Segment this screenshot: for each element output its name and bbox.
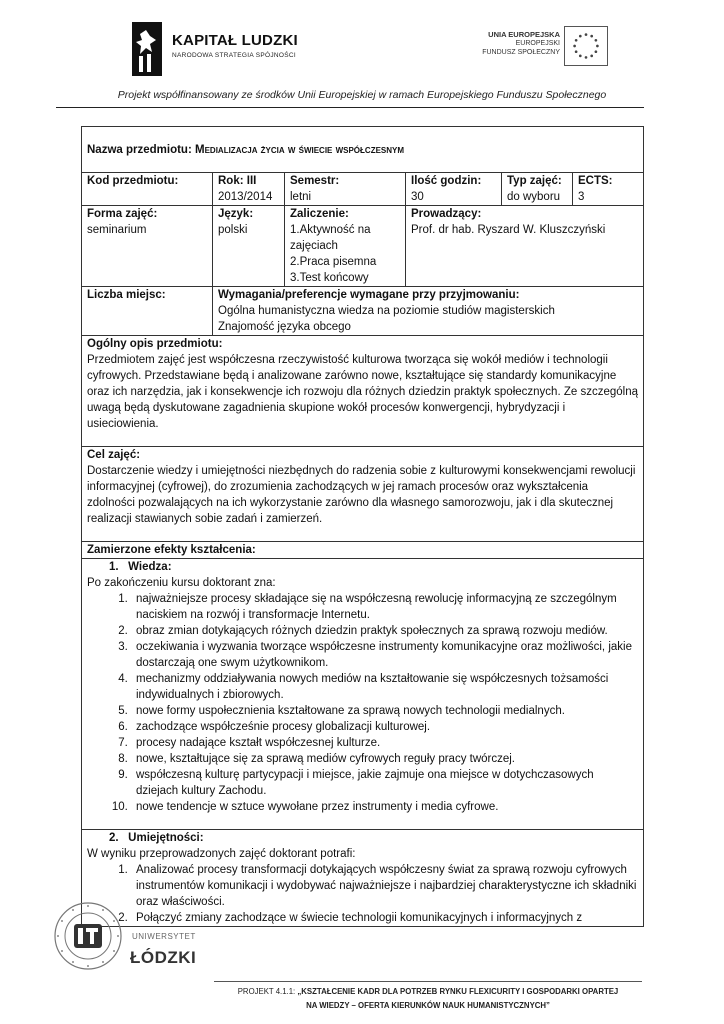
knowledge-row [82, 559, 644, 830]
credit-item: 3.Test końcowy [290, 272, 369, 284]
list-item: 10. nowe tendencje w sztuce wywołane przez instrumenty i media cyfrowe. [131, 799, 638, 815]
project-footer-line-2 [214, 999, 642, 1013]
form-cell [82, 206, 213, 287]
footer-divider [214, 981, 642, 982]
course-meta-row [82, 173, 644, 206]
places-label: Liczba miejsc: [87, 289, 166, 301]
year-label: Rok: III [218, 175, 257, 187]
places-row [82, 287, 644, 336]
course-form-row [82, 206, 644, 287]
year-cell [213, 173, 285, 206]
hours-label: Ilość godzin: [411, 175, 482, 187]
ects-value: 3 [578, 191, 585, 203]
class-type-label: Typ zajęć: [507, 175, 562, 187]
eu-line-1: UNIA EUROPEJSKA [488, 30, 560, 39]
knowledge-intro: Po zakończeniu kursu doktorant zna: [87, 577, 276, 589]
knowledge-heading: 1. Wiedza: [109, 561, 172, 573]
eu-line-2: EUROPEJSKI [515, 40, 560, 47]
lecturer-value: Prof. dr hab. Ryszard W. Kluszczyński [411, 224, 606, 236]
credit-item: 2.Praca pisemna [290, 256, 377, 268]
goal-text: Dostarczenie wiedzy i umiejętności niezbędnych do radzenia sobie z kulturowymi konsekwencjami rewolucji informacyjnej (cyfrowej), do zrozumienia zachodzących w jej ramach procesów oraz wykształcenia zdolności pozwalających na ich wykorzystanie zarówno dla własnego samorozwoju, jak i dla skutecznej realizacji stawianych sobie zadań i zamierzeń. [87, 465, 636, 525]
kapital-ludzki-mark-icon [128, 20, 164, 78]
project-footer-line-1 [214, 985, 642, 999]
description-row [82, 336, 644, 447]
language-label: Język: [218, 208, 254, 220]
hours-value: 30 [411, 191, 424, 203]
credit-item: 1.Aktywność na zajęciach [290, 224, 371, 252]
project-title-part-1: „KSZTAŁCENIE KADR DLA POTRZEB RYNKU FLEXICURITY I GOSPODARKI OPARTEJ [297, 987, 619, 996]
description-text: Przedmiotem zajęć jest współczesna rzeczywistość kulturowa tworząca się wokół mediów i technologii cyfrowych. Przedstawiane będą i analizowane zarówno nowe, kształtujące się standardy komunikacyjne oraz ich narzędzia, jak i konsekwencje ich rozwoju dla różnych dziedzin praktyk społecznych. Ze szczególną uwagą będą dyskutowane zagadnienia skupione wokół procesów konwergencji, hybrydyzacji i usieciowienia. [87, 354, 638, 430]
cofinancing-tagline: Projekt współfinansowany ze środków Unii Europejskiej w ramach Europejskiego Funduszu Społecznego [117, 89, 607, 101]
eu-flag-icon [564, 26, 608, 66]
language-cell [213, 206, 285, 287]
places-cell [82, 287, 213, 336]
course-name-value: Medializacja życia w świecie współczesnym [195, 143, 405, 156]
list-item: 5. nowe formy uspołecznienia kształtowane za sprawą nowych technologii medialnych. [131, 703, 638, 719]
kapital-ludzki-title: KAPITAŁ LUDZKI [172, 32, 298, 49]
credit-cell [285, 206, 406, 287]
eu-line-3: FUNDUSZ SPOŁECZNY [482, 49, 560, 56]
course-code-label: Kod przedmiotu: [87, 175, 179, 187]
year-value: 2013/2014 [218, 191, 273, 203]
knowledge-list [87, 591, 638, 815]
list-item: 9. współczesną kulturę partycypacji i miejsce, jakie zajmuje ona miejsce w dotychczasowych dziejach kultury Zachodu. [131, 767, 638, 799]
list-item: 1. Analizować procesy transformacji dotykających współczesny świat za sprawą rozwoju cyfrowych instrumentów komunikacji i wydobywać najważniejsze i najbardziej charakterystyczne ich składniki oraz właściwości. [131, 862, 638, 910]
list-item: 4. mechanizmy oddziaływania nowych mediów na kształtowanie się współczesnych tożsamości indywidualnych i zbiorowych. [131, 671, 638, 703]
project-footer [214, 985, 642, 1013]
form-label: Forma zajęć: [87, 208, 158, 220]
knowledge-cell [82, 559, 644, 830]
list-item: 7. procesy nadające kształt współczesnej kulturze. [131, 735, 638, 751]
requirements-label: Wymagania/preferencje wymagane przy przyjmowaniu: [218, 289, 520, 301]
list-item: 3. oczekiwania i wyzwania tworzące współczesne instrumenty komunikacyjne oraz możliwości, jakie dostarczają one swym użytkownikom. [131, 639, 638, 671]
eu-logo [470, 26, 610, 70]
hours-cell [406, 173, 502, 206]
course-code-cell [82, 173, 213, 206]
list-item: 2. Połączyć zmiany zachodzące w świecie technologii komunikacyjnych i informacyjnych z [131, 910, 638, 926]
ects-cell [573, 173, 644, 206]
outcomes-label: Zamierzone efekty kształcenia: [87, 544, 256, 556]
outcomes-heading-cell [82, 542, 644, 559]
class-type-value: do wyboru [507, 191, 561, 203]
credit-label: Zaliczenie: [290, 208, 349, 220]
goal-cell [82, 447, 644, 542]
semester-value: letni [290, 191, 312, 203]
course-name-row [82, 127, 644, 173]
lecturer-label: Prowadzący: [411, 208, 482, 220]
goal-row [82, 447, 644, 542]
course-name-cell [82, 127, 644, 173]
ects-label: ECTS: [578, 175, 613, 187]
list-item: 8. nowe, kształtujące się za sprawą mediów cyfrowych reguły pracy twórczej. [131, 751, 638, 767]
lecturer-cell [406, 206, 644, 287]
requirement-line: Ogólna humanistyczna wiedza na poziomie studiów magisterskich [218, 305, 555, 317]
kapital-ludzki-subtitle: NARODOWA STRATEGIA SPÓJNOŚCI [172, 52, 296, 59]
university-name: ŁÓDZKI [130, 948, 197, 967]
requirement-line: Znajomość języka obcego [218, 321, 351, 333]
course-name-label: Nazwa przedmiotu: [87, 143, 192, 156]
kapital-ludzki-logo [122, 18, 298, 80]
goal-label: Cel zajęć: [87, 449, 141, 461]
project-title-part-2: NA WIEDZY – OFERTA KIERUNKÓW NAUK HUMANISTYCZNYCH” [306, 1001, 550, 1010]
outcomes-heading-row [82, 542, 644, 559]
list-item: 6. zachodzące współcześnie procesy globalizacji kulturowej. [131, 719, 638, 735]
university-logo [52, 900, 212, 980]
header-divider [56, 107, 644, 108]
skills-heading: 2. Umiejętności: [109, 832, 204, 844]
university-seal-icon [52, 900, 124, 972]
description-cell [82, 336, 644, 447]
list-item: 1. najważniejsze procesy składające się na współczesną rewolucję informacyjną ze szczególnym naciskiem na rozwój i transformacje Internetu. [131, 591, 638, 623]
description-label: Ogólny opis przedmiotu: [87, 338, 223, 350]
requirements-cell [213, 287, 644, 336]
class-type-cell [502, 173, 573, 206]
skills-intro: W wyniku przeprowadzonych zajęć doktorant potrafi: [87, 848, 356, 860]
university-label-small: UNIWERSYTET [132, 932, 196, 941]
semester-cell [285, 173, 406, 206]
syllabus-table [81, 126, 644, 927]
semester-label: Semestr: [290, 175, 340, 187]
eu-logo-text [482, 30, 560, 57]
form-value: seminarium [87, 224, 147, 236]
project-prefix: PROJEKT 4.1.1: [237, 987, 298, 996]
language-value: polski [218, 224, 248, 236]
list-item: 2. obraz zmian dotykających różnych dziedzin praktyk społecznych za sprawą rozwoju mediów. [131, 623, 638, 639]
